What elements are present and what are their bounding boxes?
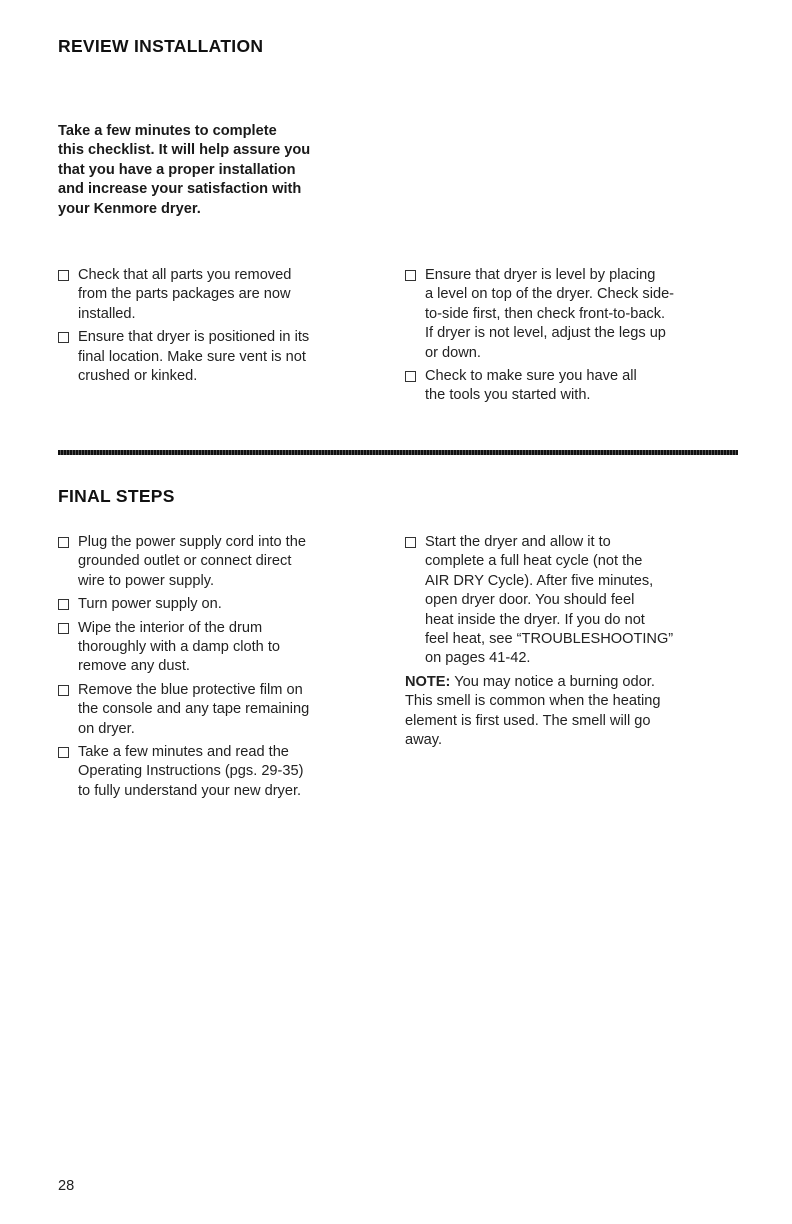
item-line: installed. [78, 305, 136, 322]
item-line: the console and any tape remaining [78, 701, 310, 718]
item-line: to fully understand your new dryer. [78, 782, 302, 799]
item-line: remove any dust. [78, 658, 190, 675]
note-label: NOTE: [405, 673, 451, 690]
checkbox-icon[interactable] [405, 270, 416, 281]
checklist-item [58, 328, 388, 386]
intro-line: Take a few minutes to complete [58, 123, 277, 139]
checkbox-icon[interactable] [58, 685, 69, 696]
final-steps-left [58, 533, 388, 805]
item-line: a level on top of the dryer. Check side- [425, 286, 675, 303]
checkbox-icon[interactable] [405, 371, 416, 382]
checklist-item [58, 681, 388, 739]
checkbox-icon[interactable] [58, 332, 69, 343]
item-line: Ensure that dryer is level by placing [425, 267, 656, 283]
item-line: Turn power supply on. [78, 596, 222, 613]
item-line: Check that all parts you removed [78, 267, 292, 283]
item-line: on dryer. [78, 720, 135, 737]
section-divider [58, 450, 738, 455]
checkbox-icon[interactable] [58, 623, 69, 634]
item-line: thoroughly with a damp cloth to [78, 639, 280, 656]
intro-line: and increase your satisfaction with [58, 181, 302, 198]
item-line: Plug the power supply cord into the [78, 534, 306, 550]
item-line: complete a full heat cycle (not the [425, 553, 643, 570]
note-paragraph [405, 673, 745, 751]
item-line: the tools you started with. [425, 387, 591, 404]
intro-line: that you have a proper installation [58, 161, 296, 178]
checkbox-icon[interactable] [58, 537, 69, 548]
checklist-item [58, 595, 388, 614]
page-number: 28 [58, 1178, 75, 1194]
item-line: or down. [425, 344, 481, 361]
intro-line: this checklist. It will help assure you [58, 142, 311, 159]
checklist-item [58, 743, 388, 801]
item-line: crushed or kinked. [78, 368, 198, 385]
note-first-text: You may notice a burning odor. [450, 673, 655, 690]
checklist-item [405, 533, 745, 669]
checklist-item [405, 367, 745, 406]
review-checklist-right [405, 266, 745, 410]
checklist-item [58, 619, 388, 677]
checklist-item [58, 533, 388, 591]
item-line: Ensure that dryer is positioned in its [78, 329, 310, 346]
item-line: Remove the blue protective film on [78, 681, 303, 698]
item-line: Check to make sure you have all [425, 368, 637, 385]
item-line: from the parts packages are now [78, 286, 291, 303]
item-line: Take a few minutes and read the [78, 744, 289, 761]
item-line: grounded outlet or connect direct [78, 553, 292, 570]
checklist-item [405, 266, 745, 363]
item-line: open dryer door. You should feel [425, 592, 635, 609]
review-installation-heading: REVIEW INSTALLATION [58, 36, 264, 56]
note-line: element is first used. The smell will go [405, 712, 651, 729]
final-steps-right [405, 533, 745, 750]
item-line: to-side first, then check front-to-back. [425, 305, 666, 322]
item-line: final location. Make sure vent is not [78, 348, 306, 365]
item-line: Operating Instructions (pgs. 29-35) [78, 763, 304, 780]
item-line: Start the dryer and allow it to [425, 534, 611, 550]
review-checklist-left [58, 266, 388, 390]
final-steps-heading: FINAL STEPS [58, 486, 175, 506]
item-line: Wipe the interior of the drum [78, 619, 263, 636]
item-line: on pages 41-42. [425, 650, 531, 667]
intro-line: your Kenmore dryer. [58, 200, 201, 217]
note-line: This smell is common when the heating [405, 693, 661, 710]
item-line: heat inside the dryer. If you do not [425, 611, 645, 628]
item-line: wire to power supply. [78, 572, 214, 589]
note-line: away. [405, 732, 443, 749]
checkbox-icon[interactable] [58, 747, 69, 758]
item-line: AIR DRY Cycle). After five minutes, [425, 572, 654, 589]
intro-paragraph [58, 122, 388, 219]
checkbox-icon[interactable] [58, 270, 69, 281]
checkbox-icon[interactable] [58, 599, 69, 610]
item-line: feel heat, see “TROUBLESHOOTING” [425, 631, 674, 648]
checklist-item [58, 266, 388, 324]
note-first-line [405, 673, 745, 692]
checkbox-icon[interactable] [405, 537, 416, 548]
item-line: If dryer is not level, adjust the legs up [425, 325, 666, 342]
